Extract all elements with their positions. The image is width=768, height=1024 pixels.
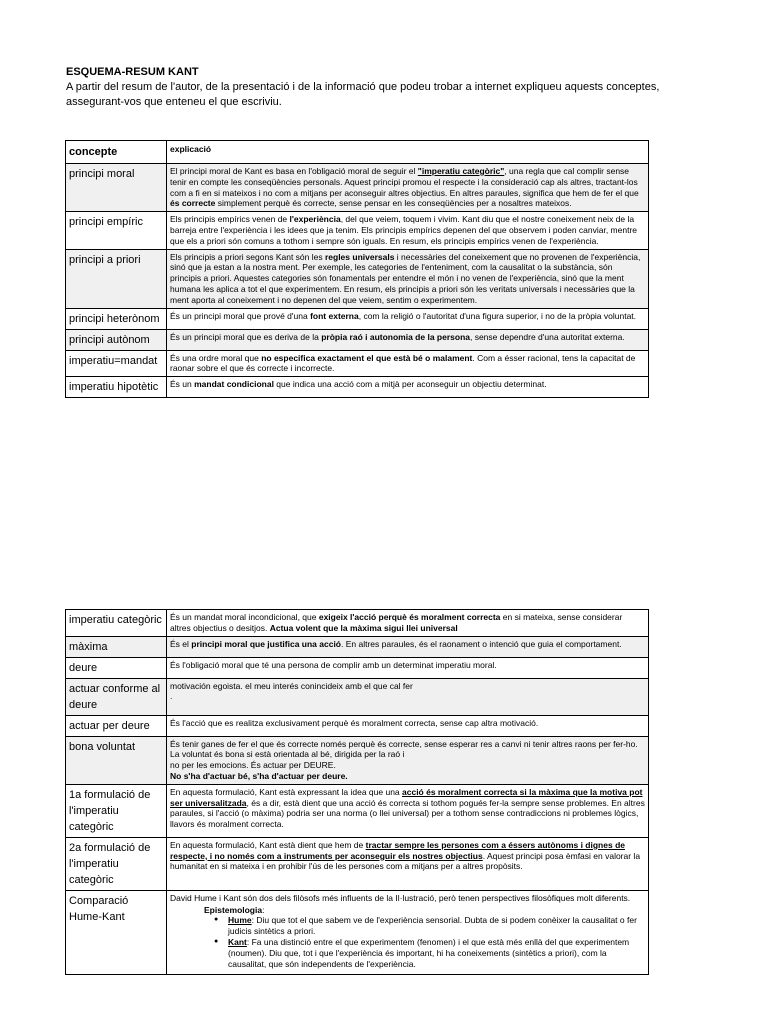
concept-cell: actuar conforme al deure — [66, 678, 167, 715]
explanation-cell — [167, 736, 649, 784]
text-run: en si mateixa, sense considerar altres objectius o desitjos. — [170, 612, 623, 633]
text-run: , és a dir, està dient que una acció és correcta si tothom pogués fer-la sempre sense problemes. En altres paraules, si l'acció (o màxima) podria ser una norma (o llei universal) per a tothom sense contradiccions ni problemes lògics, llavors és moralment correcta. — [170, 797, 645, 830]
table-row — [66, 350, 649, 377]
explanation-cell — [167, 377, 649, 398]
subheading-label: Epistemologia — [204, 904, 263, 915]
text-run: David Hume i Kant són dos dels filòsofs més influents de la Il·lustració, però tenen perspectives filosòfiques molt diferents. — [170, 892, 631, 903]
bold-text: tractar sempre les persones com a éssers autònoms i dignes de respecte, i no només com a instruments per aconseguir els nostres objectius — [170, 839, 625, 861]
table-row — [66, 715, 649, 736]
text-run: És l'obligació moral que té una persona de complir amb un determinat imperatiu moral. — [170, 659, 497, 670]
concept-cell: bona voluntat — [66, 736, 167, 784]
subheading-suffix: : — [262, 904, 265, 915]
text-run: En aquesta formulació, Kant està dient que hem de — [170, 839, 366, 850]
bold-text: mandat condicional — [194, 379, 274, 390]
text-run: i necessàries del coneixement que no provenen de l'experiència, sinó que ja estan a la nostra ment. Per exemple, les categories de l'enteniment, com la causalitat o la substància, són principis a priori. Aquestes categories són fonamentals per entendre el món i no venen de l'experiència, sinó que la ment humana les aplica a tot el que experimentem. En resum, els principis a priori són les veritats universals i necessàries que la ment aporta al coneixement i no depenen del que veiem, sentim o experimentem. — [170, 251, 641, 305]
explanation-cell — [167, 249, 649, 308]
bullet-list — [170, 915, 645, 969]
explanation-cell — [167, 784, 649, 837]
explanation-cell — [167, 212, 649, 249]
table-row — [66, 212, 649, 249]
bold-text: no especifica exactament el que està bé o malament — [261, 352, 473, 363]
explanation-cell — [167, 678, 649, 715]
concept-cell: deure — [66, 657, 167, 678]
explanation-cell — [167, 715, 649, 736]
explanation-cell — [167, 610, 649, 637]
text-run: . Aquest principi posa èmfasi en valorar la humanitat en si mateixa i en prohibir l'ús de les persones com a mitjans per a altres propòsits. — [170, 850, 641, 872]
concept-cell: màxima — [66, 636, 167, 657]
explanation-cell — [167, 657, 649, 678]
text-run: En aquesta formulació, Kant està expressant la idea que una — [170, 786, 403, 797]
explanation-cell — [167, 308, 649, 329]
concept-cell: 1a formulació de l'imperatiu categòric — [66, 784, 167, 837]
bullet-name: Kant — [228, 936, 247, 947]
concept-cell: actuar per deure — [66, 715, 167, 736]
concept-cell: principi a priori — [66, 249, 167, 308]
bold-text: principi moral que justifica una acció — [191, 638, 341, 649]
text-run: Els principis a priori segons Kant són les — [170, 251, 325, 262]
text-run: Els principis empírics venen de — [170, 214, 290, 225]
table-row — [66, 837, 649, 890]
concept-cell: imperatiu=mandat — [66, 350, 167, 377]
bold-text: exigeix l'acció perquè és moralment correcta — [318, 612, 501, 622]
text-run: que indica una acció com a mitjà per aconseguir un objectiu determinat. — [273, 379, 547, 390]
concept-cell: Comparació Hume-Kant — [66, 890, 167, 975]
explanation-cell — [167, 636, 649, 657]
text-run: , del que veiem, toquem i vivim. Kant diu que el nostre coneixement neix de la barreja entre l'experiència i les idees que ja tenim. Els principis empírics depenen del que observem i poden canviar, mentre que els a priori són comuns a tothom i sempre són iguals. En resum, els principis empírics venen de l'experiència. — [170, 214, 638, 246]
bullet-text: : Fa una distinció entre el que experimentem (fenomen) i el que està més enllà del que experimentem (noumen). Diu que, tot i que l'experiència és important, hi ha coneixements (sintètics a priori), com la causalitat, que són independents de l'experiència. — [228, 936, 630, 969]
header-explanation: explicació — [167, 141, 649, 164]
text-run: És un principi moral que prové d'una — [170, 310, 311, 321]
text-run: És el — [170, 638, 192, 649]
list-item — [228, 937, 645, 969]
text-run: És un — [170, 379, 195, 390]
explanation-cell — [167, 350, 649, 377]
text-run: És l'acció que es realitza exclusivament perquè és moralment correcta, sense cap altra motivació. — [170, 717, 539, 728]
explanation-cell — [167, 164, 649, 212]
table-row — [66, 377, 649, 398]
table-row — [66, 636, 649, 657]
concept-cell: principi moral — [66, 164, 167, 212]
table-row — [66, 329, 649, 350]
table-row — [66, 678, 649, 715]
table-row — [66, 890, 649, 975]
explanation-cell — [167, 329, 649, 350]
bold-text: No s'ha d'actuar bé, s'ha d'actuar per deure. — [170, 770, 348, 781]
text-run: És un principi moral que es deriva de la — [170, 331, 322, 342]
subheading — [204, 905, 645, 916]
text-run: El principi moral de Kant es basa en l'obligació moral de seguir el — [170, 166, 418, 176]
document-intro: A partir del resum de l'autor, de la presentació i de la informació que podeu trobar a internet expliqueu aquests conceptes, assegurant-vos que enteneu el que escriviu. — [66, 81, 660, 108]
header-concept: concepte — [66, 141, 167, 164]
text-run: És una ordre moral que — [170, 352, 262, 363]
text-run: no per les emocions. És actuar per DEURE. — [170, 760, 336, 771]
bold-text: "imperatiu categòric" — [417, 166, 505, 176]
text-run: És tenir ganes de fer el que és correcte només perquè és correcte, sense esperar res a canvi ni tenir altres raons per fer-ho. La voluntat és bona si està orientada al bé, dirigida per la raó i — [170, 738, 638, 760]
text-run: És un mandat moral incondicional, que — [170, 612, 319, 622]
table-header-row — [66, 141, 649, 164]
document-title: ESQUEMA-RESUM KANT — [66, 66, 199, 78]
text-run: . En altres paraules, és el raonament o intenció que guia el comportament. — [341, 638, 622, 649]
table-row — [66, 657, 649, 678]
table-row — [66, 308, 649, 329]
bold-text: és correcte — [170, 198, 216, 209]
text-run: , sense dependre d'una autoritat externa. — [469, 331, 625, 342]
text-run: . — [170, 691, 173, 702]
table-row — [66, 610, 649, 637]
bold-text: pròpia raó i autonomia de la persona — [321, 331, 470, 342]
table-row — [66, 164, 649, 212]
concept-cell: principi empíric — [66, 212, 167, 249]
list-item — [228, 915, 645, 937]
text-run: simplement perquè és correcte, sense pensar en les conseqüències per a nosaltres mateixos. — [215, 198, 572, 209]
table-row — [66, 784, 649, 837]
bullet-name: Hume — [228, 915, 252, 926]
bold-text: regles universals — [324, 251, 395, 262]
concept-cell: 2a formulació de l'imperatiu categòric — [66, 837, 167, 890]
bold-text: l'experiència — [289, 214, 341, 225]
concept-cell: imperatiu hipotètic — [66, 377, 167, 398]
text-run: . Com a ésser racional, tens la capacitat de raonar sobre el que és correcte i incorrecte. — [170, 352, 636, 374]
bold-text: acció és moralment correcta si la màxima que la motiva pot ser universalitzada — [170, 786, 643, 808]
concept-cell: principi heterònom — [66, 308, 167, 329]
explanation-cell — [167, 837, 649, 890]
concept-cell: principi autònom — [66, 329, 167, 350]
concept-cell: imperatiu categòric — [66, 610, 167, 637]
concepts-table-1 — [65, 140, 649, 398]
explanation-cell — [167, 890, 649, 975]
table-row — [66, 736, 649, 784]
text-run: , una regla que cal complir sense tenir en compte les conseqüències personals. Aquest principi promou el respecte i la consideració cap als altres, tractant-los com a fi en si mateixos i no com a mitjans per aconseguir altres objectius. En altres paraules, significa que hem de fer el que — [170, 166, 639, 198]
bold-text: font externa — [310, 310, 359, 321]
bullet-text: : Diu que tot el que sabem ve de l'experiència sensorial. Dubta de si podem conèixer la causalitat o fer judicis sintètics a priori. — [228, 915, 637, 937]
bold-text: Actua volent que la màxima sigui llei universal — [269, 622, 458, 633]
table-row — [66, 249, 649, 308]
text-run: , com la religió o l'autoritat d'una figura superior, i no de la pròpia voluntat. — [358, 310, 637, 321]
text-run: motivación egoista. el meu interés conincideix amb el que cal fer — [170, 680, 413, 691]
concepts-table-2 — [65, 609, 649, 975]
